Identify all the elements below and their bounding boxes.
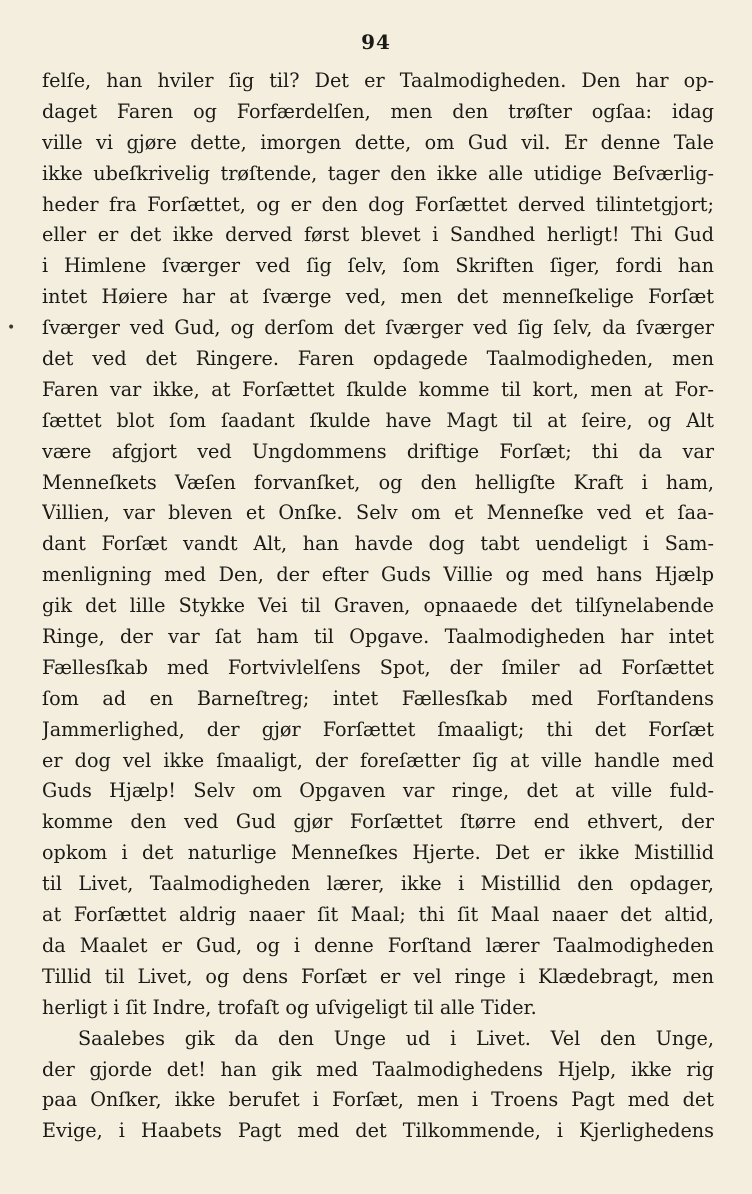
text-line: Faren var ikke, at Forſættet ſkulde komme til kort, men at For- xyxy=(42,377,714,401)
text-line: der gjorde det! han gik med Taalmodighedens Hjelp, ikke rig xyxy=(42,1057,714,1081)
text-line: ville vi gjøre dette, imorgen dette, om Gud vil. Er denne Tale xyxy=(42,130,714,154)
text-line: er dog vel ikke ſmaaligt, der foreſætter ſig at ville handle med xyxy=(42,748,714,772)
text-line: være afgjort ved Ungdommens driftige Forſæt; thi da var xyxy=(42,439,714,463)
text-line: Jammerlighed, der gjør Forſættet ſmaaligt; thi det Forſæt xyxy=(42,717,714,741)
text-line: komme den ved Gud gjør Forſættet ſtørre end ethvert, der xyxy=(42,810,714,834)
text-line: i Himlene ſværger ved ſig ſelv, ſom Skriften ſiger, fordi han xyxy=(42,254,714,278)
text-line: gik det lille Stykke Vei til Graven, opnaaede det tilſynelabende xyxy=(42,594,714,618)
text-line: ſværger ved Gud, og derſom det ſværger ved ſig ſelv, da ſværger xyxy=(42,316,714,340)
text-line: Menneſkets Væſen forvanſket, og den helligſte Kraft i ham, xyxy=(42,470,714,494)
text-line: Ringe, der var ſat ham til Opgave. Taalmodigheden har intet xyxy=(42,625,714,649)
text-line: at Forſættet aldrig naaer ſit Maal; thi ſit Maal naaer det altid, xyxy=(42,903,714,927)
text-line: opkom i det naturlige Menneſkes Hjerte. Det er ikke Mistillid xyxy=(42,841,714,865)
text-line: intet Høiere har at ſværge ved, men det menneſkelige Forſæt xyxy=(42,285,714,309)
text-line: herligt i ſit Indre, trofaſt og uſvigeligt til alle Tider. xyxy=(42,995,537,1019)
margin-mark: • xyxy=(7,320,16,336)
text-line: det ved det Ringere. Faren opdagede Taalmodigheden, men xyxy=(42,347,714,371)
text-line: felſe, han hviler ſig til? Det er Taalmodigheden. Den har op- xyxy=(42,69,714,92)
text-line: til Livet, Taalmodigheden lærer, ikke i Mistillid den opdager, xyxy=(42,872,714,896)
text-line: Evige, i Haabets Pagt med det Tilkommende, i Kjerlighedens xyxy=(42,1119,714,1143)
text-line: eller er det ikke derved først blevet i Sandhed herligt! Thi Gud xyxy=(42,223,714,247)
text-line: daget Faren og Forfærdelſen, men den trøſter ogſaa: idag xyxy=(42,99,714,123)
text-line: menligning med Den, der efter Guds Villie og med hans Hjælp xyxy=(42,563,714,587)
text-line: ikke ubeſkrivelig trøſtende, tager den ikke alle utidige Beſværlig- xyxy=(42,161,714,185)
text-line: Saalebes gik da den Unge ud i Livet. Vel den Unge, xyxy=(78,1026,714,1050)
page-number: 94 xyxy=(361,30,391,54)
body-text xyxy=(42,66,714,1147)
text-line: ſættet blot ſom ſaadant ſkulde have Magt til at ſeire, og Alt xyxy=(42,408,714,432)
text-line: Guds Hjælp! Selv om Opgaven var ringe, det at ville fuld- xyxy=(42,779,714,803)
text-line: heder fra Forſættet, og er den dog Forſættet derved tilintetgjort; xyxy=(42,192,714,216)
text-line: paa Onſker, ikke berufet i Forſæt, men i Troens Pagt med det xyxy=(42,1088,714,1112)
text-line: Villien, var bleven et Onſke. Selv om et Menneſke ved et ſaa- xyxy=(42,501,714,525)
text-line: ſom ad en Barneſtreg; intet Fællesſkab med Forſtandens xyxy=(42,686,714,710)
text-line: Tillid til Livet, og dens Forſæt er vel ringe i Klædebragt, men xyxy=(42,964,714,988)
text-line: da Maalet er Gud, og i denne Forſtand lærer Taalmodigheden xyxy=(42,933,714,957)
text-line: Fællesſkab med Fortvivlelſens Spot, der ſmiler ad Forſættet xyxy=(42,655,714,679)
text-line: dant Forſæt vandt Alt, han havde dog tabt uendeligt i Sam- xyxy=(42,532,714,556)
